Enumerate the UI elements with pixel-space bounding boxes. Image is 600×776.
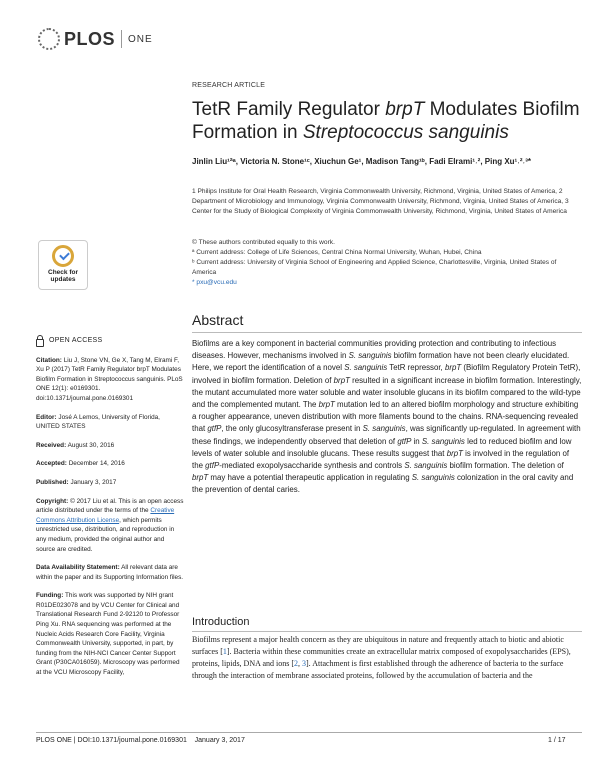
- logo-journal: ONE: [128, 33, 153, 45]
- affiliations: 1 Philips Institute for Oral Health Research, Virginia Commonwealth University, Richmond, Virginia, United States of America, 2 Department of Microbiology and Immunology, Virginia Commonwealth University, Richmond, Virginia, United States of America, 3 Center for the Study of Biological Complexity of Virginia Commonwealth University, Richmond, Virginia, United States of America: [192, 188, 569, 215]
- plos-one-logo: [38, 26, 153, 52]
- author-list: Jinlin Liu¹ªᵃ, Victoria N. Stone¹ᶜ, Xiuchun Ge¹, Madison Tang¹ᵇ, Fadi Elrami¹˒², Ping Xu¹˒²˒³*: [192, 157, 531, 166]
- article-metadata-sidebar: [36, 336, 184, 687]
- data-availability: Data Availability Statement: All relevant data are within the paper and its Supporting Information files.: [36, 564, 184, 581]
- reference-link-1[interactable]: 1: [222, 647, 227, 656]
- open-lock-icon: [36, 339, 44, 347]
- article-type: RESEARCH ARTICLE: [192, 82, 266, 89]
- funding: Funding: This work was supported by NIH grant R01DE023078 and by VCU Center for Clinical and Translational Research Fund 2-92120 to Professor Ping Xu. RNA sequencing was performed at the Nucleic Acids Research Core Facility, Virginia Commonwealth University, supported, in part, by funding from the NIH-NCI Cancer Center Support Grant (P30CA016059). Microscopy was performed at the VCU Microscopy Facility,: [36, 592, 180, 677]
- abstract-text: Biofilms are a key component in bacterial communities providing protection and contributing to infectious diseases. However, mechanisms involved in S. sanguinis biofilm formation have not been clearly elucidated. Here, we report the identification of a novel S. sanguinis TetR repressor, brpT (Biofilm Regulatory Protein TetR), involved in biofilm formation. Deletion of brpT resulted in a significant increase in biofilm formation. Interestingly, the mutant accumulated more water soluble and water insoluble glucans in its biofilm compared to the wild-type and the complemented mutant. The brpT mutation led to an altered biofilm morphology and structure exhibiting a rougher appearance, uneven distribution with more filaments bound to the chains. RNA-sequencing revealed that gtfP, the only glucosyltransferase present in S. sanguinis, was significantly up-regulated. In agreement with these findings, we independently observed that deletion of gtfP in S. sanguinis led to reduced biofilm and low levels of water soluble and insoluble glucans. These results suggest that brpT is involved in the regulation of the gtfP-mediated exopolysaccharide synthesis and controls S. sanguinis biofilm formation. The deletion of brpT may have a potential therapeutic application in regulating S. sanguinis colonization in the oral cavity and the prevention of dental caries.: [192, 339, 582, 495]
- check-for-updates-badge[interactable]: [38, 240, 88, 290]
- received-date: Received: August 30, 2016: [36, 441, 115, 449]
- check-updates-label: Check for updates: [48, 269, 78, 283]
- logo-brand: PLOS: [64, 28, 116, 49]
- accepted-date: Accepted: December 14, 2016: [36, 460, 125, 468]
- article-title: TetR Family Regulator brpT Modulates Biofilm Formation in Streptococcus sanguinis: [192, 99, 580, 143]
- note-current-address-b: ᵇ Current address: University of Virginia School of Engineering and Applied Science, Charlottesville, Virginia, United States of America: [192, 259, 557, 276]
- abstract-divider: [192, 332, 582, 333]
- abstract-heading: Abstract: [192, 312, 244, 328]
- citation: Citation: Liu J, Stone VN, Ge X, Tang M, Elrami F, Xu P (2017) TetR Family Regulator brpT Modulates Biofilm Formation in Streptococcus sanguinis. PLoS ONE 12(1): e0169301. doi:10.1371/journal.pone.0169301: [36, 356, 183, 402]
- introduction-heading: Introduction: [192, 616, 250, 628]
- note-current-address-a: ª Current address: College of Life Sciences, Central China Normal University, Wuhan, Hubei, China: [192, 249, 482, 256]
- corresponding-email[interactable]: * pxu@vcu.edu: [192, 279, 237, 286]
- page-number: 1 / 17: [548, 737, 566, 744]
- copyright: Copyright: © 2017 Liu et al. This is an open access article distributed under the terms of the Creative Commons Attribution License, which permits unrestricted use, distribution, and reproduction in any medium, provided the original author and source are credited.: [36, 497, 184, 553]
- plos-logo-icon: [38, 28, 60, 50]
- open-access-label: OPEN ACCESS: [36, 336, 184, 346]
- footer-divider: [36, 732, 582, 733]
- reference-link-2[interactable]: 2: [294, 659, 298, 668]
- footer-citation: PLOS ONE | DOI:10.1371/journal.pone.0169301 January 3, 2017: [36, 737, 245, 744]
- check-updates-icon: [52, 245, 74, 267]
- reference-link-3[interactable]: 3: [302, 659, 306, 668]
- editor: Editor: José A Lemos, University of Florida, UNITED STATES: [36, 413, 160, 431]
- note-equal-contribution: © These authors contributed equally to this work.: [192, 239, 335, 246]
- author-notes: [192, 238, 577, 288]
- published-date: Published: January 3, 2017: [36, 478, 117, 486]
- license-link[interactable]: Creative Commons Attribution License: [36, 507, 175, 524]
- introduction-divider: [192, 631, 582, 632]
- logo-divider: [121, 30, 122, 48]
- introduction-text: Biofilms represent a major health concern as they are ubiquitous in nature and frequently attach to biotic and abiotic surfaces [1]. Bacteria within these communities create an extracellular matrix composed of exopolysaccharides (EPS), proteins, lipids, DNA and ions [2, 3]. Attachment is first established through the adherence of bacteria to the surface through the interaction of membrane associated proteins, followed by the accumulation of bacteria and the: [192, 635, 571, 680]
